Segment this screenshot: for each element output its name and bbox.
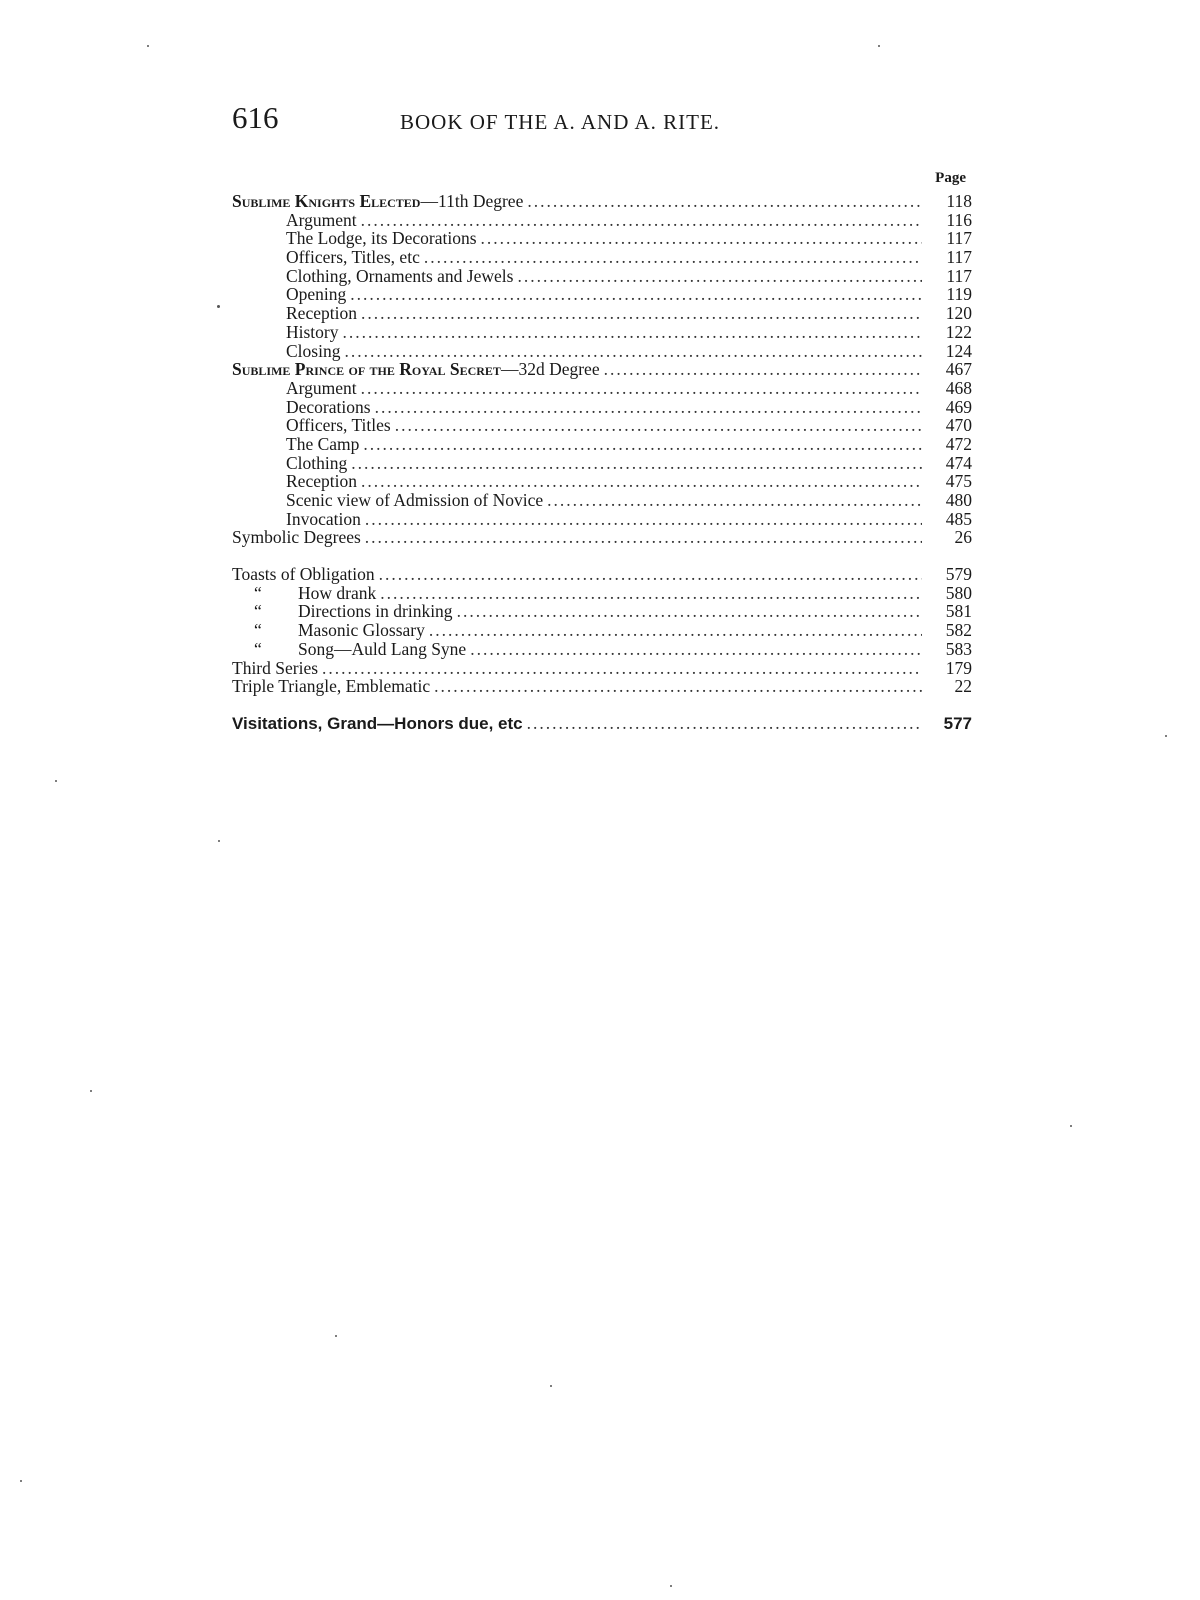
ditto-mark: “ <box>254 582 262 603</box>
subentry-page: 124 <box>945 340 972 361</box>
subentry-page: 581 <box>945 601 972 622</box>
entry-title: Sublime Prince of the Royal Secret <box>232 359 501 380</box>
leader-dots <box>361 472 922 491</box>
ditto-mark: “ <box>254 601 262 622</box>
subentry-label: Reception <box>286 471 357 492</box>
leader-dots <box>361 304 922 323</box>
index-subentry <box>232 454 972 473</box>
entry-suffix: —11th Degree <box>420 191 524 211</box>
entry-page: 577 <box>943 713 972 733</box>
scan-speck <box>335 1335 337 1337</box>
leader-dots <box>379 565 922 584</box>
index-entry-visitations <box>232 714 972 733</box>
index-entry-toasts <box>232 565 972 584</box>
subentry-label: Scenic view of Admission of Novice <box>286 490 544 510</box>
subentry-page: 475 <box>945 471 972 492</box>
index-list <box>232 170 972 733</box>
scan-speck <box>147 45 149 47</box>
section-gap <box>232 696 972 714</box>
page-header <box>232 100 972 140</box>
index-subentry <box>232 211 972 230</box>
index-subentry <box>232 491 972 510</box>
leader-dots <box>351 454 922 473</box>
page-column-label: Page <box>935 170 966 186</box>
subentry-label: Reception <box>286 303 357 324</box>
scan-speck <box>90 1090 92 1092</box>
subentry-page: 468 <box>945 377 972 398</box>
running-head: BOOK OF THE A. AND A. RITE. <box>400 110 721 134</box>
scan-speck <box>670 1585 672 1587</box>
index-subentry <box>232 323 972 342</box>
index-subentry <box>232 640 972 659</box>
leader-dots <box>322 659 922 678</box>
leader-dots <box>380 584 922 603</box>
entry-label: Visitations, Grand—Honors due, etc <box>232 713 523 733</box>
index-entry-sublime-knights <box>232 192 972 211</box>
subentry-label: Masonic Glossary <box>298 620 425 641</box>
subentry-label: Directions in drinking <box>298 601 453 622</box>
leader-dots <box>429 621 922 640</box>
entry-page: 467 <box>945 359 972 380</box>
leader-dots <box>547 491 922 510</box>
subentry-label: Opening <box>286 284 347 305</box>
entry-label: Toasts of Obligation <box>232 564 375 585</box>
scan-speck <box>218 840 220 842</box>
entry-page: 118 <box>946 191 972 211</box>
subentry-label: Closing <box>286 340 341 361</box>
leader-dots <box>527 714 922 733</box>
index-subentry <box>232 510 972 529</box>
leader-dots <box>517 267 922 286</box>
subentry-page: 580 <box>945 582 972 603</box>
entry-page: 22 <box>954 676 972 697</box>
subentry-label: Argument <box>286 209 357 230</box>
scan-speck <box>1165 735 1167 737</box>
index-entry-symbolic-degrees <box>232 528 972 547</box>
leader-dots <box>361 211 922 230</box>
subentry-page: 116 <box>946 209 972 230</box>
scan-speck <box>20 1480 22 1482</box>
leader-dots <box>361 379 922 398</box>
index-subentry <box>232 416 972 435</box>
leader-dots <box>344 342 922 361</box>
ditto-mark: “ <box>254 638 262 659</box>
leader-dots <box>375 398 922 417</box>
leader-dots <box>457 602 922 621</box>
leader-dots <box>434 677 922 696</box>
scan-speck <box>1070 1125 1072 1127</box>
leader-dots <box>365 510 922 529</box>
leader-dots <box>481 229 922 248</box>
section-gap <box>232 547 972 565</box>
subentry-page: 485 <box>945 508 972 529</box>
subentry-page: 474 <box>945 452 972 473</box>
leader-dots <box>470 640 922 659</box>
entry-label: Triple Triangle, Emblematic <box>232 676 431 697</box>
subentry-page: 470 <box>945 415 972 436</box>
subentry-page: 120 <box>945 303 972 324</box>
subentry-page: 117 <box>946 265 972 286</box>
index-subentry <box>232 379 972 398</box>
leader-dots <box>363 435 922 454</box>
entry-label: Symbolic Degrees <box>232 527 361 548</box>
subentry-label: The Lodge, its Decorations <box>286 228 477 249</box>
index-subentry <box>232 398 972 417</box>
subentry-label: History <box>286 321 339 342</box>
index-subentry <box>232 229 972 248</box>
leader-dots <box>395 416 922 435</box>
subentry-label: Officers, Titles <box>286 415 391 436</box>
index-subentry <box>232 285 972 304</box>
index-subentry <box>232 267 972 286</box>
leader-dots <box>527 192 922 211</box>
index-subentry <box>232 621 972 640</box>
subentry-page: 117 <box>946 228 972 249</box>
scan-speck <box>878 45 880 47</box>
leader-dots <box>343 323 923 342</box>
scan-speck <box>550 1385 552 1387</box>
subentry-page: 480 <box>945 490 972 510</box>
leader-dots <box>350 285 922 304</box>
index-subentry <box>232 342 972 361</box>
subentry-label: Argument <box>286 377 357 398</box>
index-entry-sublime-prince <box>232 360 972 379</box>
subentry-page: 469 <box>945 396 972 417</box>
page-number: 616 <box>232 100 279 135</box>
subentry-page: 583 <box>945 638 972 659</box>
leader-dots <box>604 360 922 379</box>
ditto-mark: “ <box>254 620 262 641</box>
index-subentry <box>232 602 972 621</box>
index-subentry <box>232 248 972 267</box>
subentry-label: The Camp <box>286 433 360 454</box>
scan-speck <box>55 780 57 782</box>
subentry-page: 472 <box>945 433 972 454</box>
entry-page: 179 <box>945 657 972 678</box>
subentry-label: How drank <box>298 582 377 603</box>
entry-page: 579 <box>945 564 972 585</box>
index-entry-triple-triangle <box>232 677 972 696</box>
entry-suffix: —32d Degree <box>500 359 600 380</box>
subentry-label: Song—Auld Lang Syne <box>298 638 467 659</box>
leader-dots <box>365 528 922 547</box>
subentry-page: 582 <box>945 620 972 641</box>
subentry-page: 119 <box>946 284 972 305</box>
index-subentry <box>232 472 972 491</box>
index-entry-third-series <box>232 659 972 678</box>
subentry-label: Officers, Titles, etc <box>286 247 420 268</box>
entry-label: Third Series <box>232 657 319 678</box>
subentry-label: Clothing <box>286 452 348 473</box>
scan-speck <box>217 305 220 308</box>
subentry-label: Clothing, Ornaments and Jewels <box>286 265 514 286</box>
index-subentry <box>232 435 972 454</box>
index-subentry <box>232 304 972 323</box>
entry-page: 26 <box>954 527 972 548</box>
subentry-page: 122 <box>945 321 972 342</box>
subentry-page: 117 <box>946 247 972 268</box>
subentry-label: Decorations <box>286 396 371 417</box>
subentry-label: Invocation <box>286 508 361 529</box>
entry-title: Sublime Knights Elected <box>232 191 421 211</box>
index-subentry <box>232 584 972 603</box>
leader-dots <box>424 248 922 267</box>
